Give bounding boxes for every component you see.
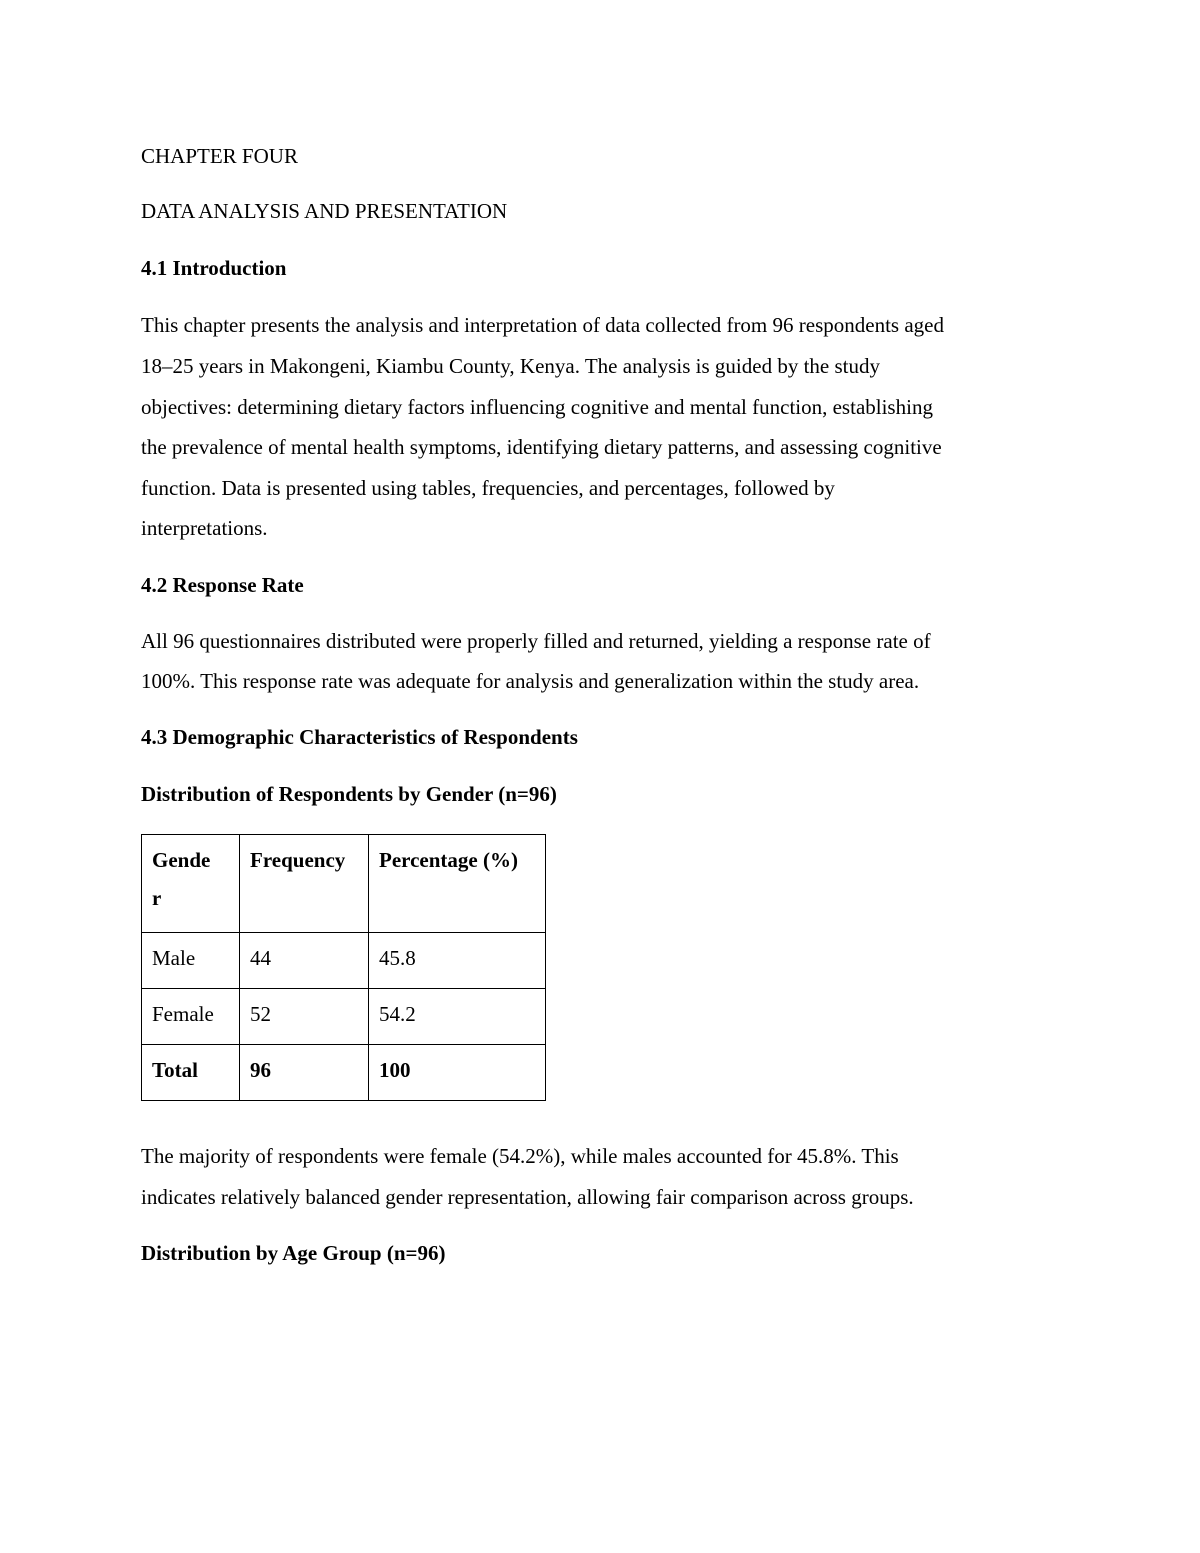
intro-line: 18–25 years in Makongeni, Kiambu County, Kenya. The analysis is guided by the study (141, 354, 880, 378)
age-table-title: Distribution by Age Group (n=96) (141, 1241, 446, 1265)
gender-distribution-table (141, 834, 546, 1101)
section-heading-demographics: 4.3 Demographic Characteristics of Respondents (141, 725, 578, 749)
table-cell-percentage: 54.2 (369, 989, 546, 1045)
table-cell-frequency: 44 (240, 933, 369, 989)
section-heading-introduction: 4.1 Introduction (141, 256, 287, 280)
table-header-percentage: Percentage (%) (369, 835, 546, 933)
table-cell-total-frequency: 96 (240, 1045, 369, 1101)
gender-table-title: Distribution of Respondents by Gender (n=96) (141, 782, 557, 806)
table-cell-total-percentage: 100 (369, 1045, 546, 1101)
gender-interpretation-line: indicates relatively balanced gender representation, allowing fair comparison across groups. (141, 1185, 914, 1209)
intro-line: interpretations. (141, 516, 268, 540)
intro-line: the prevalence of mental health symptoms, identifying dietary patterns, and assessing cognitive (141, 435, 942, 459)
table-header-frequency: Frequency (240, 835, 369, 933)
table-cell-gender: Male (142, 933, 240, 989)
table-total-row (142, 1045, 546, 1101)
chapter-title: DATA ANALYSIS AND PRESENTATION (141, 199, 508, 223)
table-row (142, 933, 546, 989)
section-heading-response-rate: 4.2 Response Rate (141, 573, 304, 597)
table-header-row (142, 835, 546, 933)
response-line: All 96 questionnaires distributed were properly filled and returned, yielding a response rate of (141, 629, 931, 653)
intro-line: function. Data is presented using tables, frequencies, and percentages, followed by (141, 476, 835, 500)
table-header-gender: Gende r (142, 835, 240, 933)
table-row (142, 989, 546, 1045)
table-cell-gender: Female (142, 989, 240, 1045)
table-cell-frequency: 52 (240, 989, 369, 1045)
table-cell-total-label: Total (142, 1045, 240, 1101)
chapter-number: CHAPTER FOUR (141, 144, 298, 168)
intro-line: This chapter presents the analysis and interpretation of data collected from 96 respondents aged (141, 313, 944, 337)
response-line: 100%. This response rate was adequate for analysis and generalization within the study area. (141, 669, 920, 693)
gender-interpretation-line: The majority of respondents were female (54.2%), while males accounted for 45.8%. This (141, 1144, 899, 1168)
intro-line: objectives: determining dietary factors influencing cognitive and mental function, establishing (141, 395, 933, 419)
table-cell-percentage: 45.8 (369, 933, 546, 989)
